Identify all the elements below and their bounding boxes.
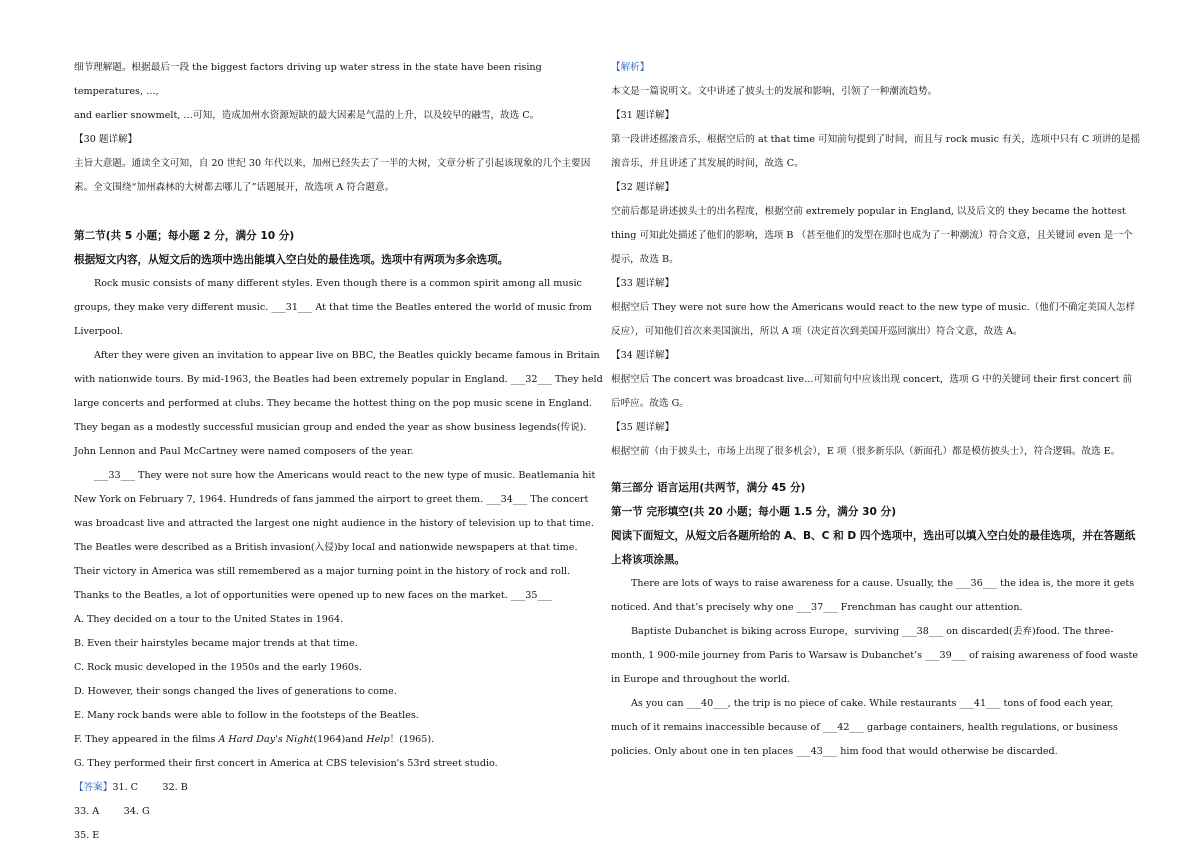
passage-text: on discarded(丢弃)food. The three-month, 1 900-mile journey from Paris to Warsaw is Dubanchet’s bbox=[611, 626, 1114, 661]
passage-text: the idea is, the more it gets noticed. And that’s precisely why one bbox=[611, 578, 1135, 613]
cloze-section-title: 第一节 完形填空(共 20 小题；每小题 1.5 分，满分 30 分) bbox=[611, 506, 897, 518]
q31-label: 【31 题详解】 bbox=[611, 110, 675, 121]
analysis-text: 本文是一篇说明文。文中讲述了披头士的发展和影响，引领了一种潮流趋势。 bbox=[611, 86, 938, 97]
passage-text: The concert was broadcast live and attracted the largest one night audience in the history of television up to that time. The Beatles were described as a British invasion(入侵)by local and nationwide newspapers at that time. Their victory in America was still remembered as a major turning point in the history of rock and roll. Thanks to the Beatles, a lot of opportunities were opened up to new faces on the market. bbox=[74, 494, 594, 601]
option-e: E. Many rock bands were able to follow in the footsteps of the Beatles. bbox=[74, 710, 419, 721]
option-text: F. They appeared in the films bbox=[74, 734, 219, 745]
blank-38: ___38___ bbox=[902, 626, 944, 637]
blank-34: ___34___ bbox=[486, 494, 528, 505]
blank-42: ___42___ bbox=[822, 722, 864, 733]
option-c: C. Rock music developed in the 1950s and the early 1960s. bbox=[74, 662, 362, 673]
right-column bbox=[611, 56, 1141, 764]
cloze-paragraph-1 bbox=[611, 572, 1141, 620]
passage-text: As you can bbox=[631, 698, 687, 709]
q32-label: 【32 题详解】 bbox=[611, 182, 675, 193]
passage-paragraph-3 bbox=[74, 464, 604, 608]
analysis-tag: 【解析】 bbox=[611, 62, 650, 73]
passage-text: garbage containers, health regulations, or business policies. Only about one in ten places bbox=[611, 722, 1118, 757]
section2-title: 第二节(共 5 小题；每小题 2 分，满分 10 分) bbox=[74, 230, 295, 242]
passage-text: At that time the Beatles entered the world of music from Liverpool. bbox=[74, 302, 592, 337]
passage-paragraph-2 bbox=[74, 344, 604, 464]
blank-36: ___36___ bbox=[956, 578, 998, 589]
option-d: D. However, their songs changed the lives of generations to come. bbox=[74, 686, 397, 697]
q33-explanation: 根据空后 They were not sure how the Americans would react to the new type of music.（他们不确定美国人怎样反应），可知他们首次来美国演出，所以 A 项（决定首次到美国开巡回演出）符合文意，故选 A。 bbox=[611, 302, 1136, 337]
passage-text: They held large concerts and performed at clubs. They became the hottest thing on the pop music scene in England. They began as a modestly successful musician group and ended the year as show business legends(传说). John Lennon and Paul McCartney were named composers of the year. bbox=[74, 374, 603, 457]
answer-text: 31. C 32. B bbox=[112, 782, 188, 793]
q33-label: 【33 题详解】 bbox=[611, 278, 675, 289]
part3-title: 第三部分 语言运用(共两节，满分 45 分) bbox=[611, 482, 806, 494]
blank-32: ___32___ bbox=[510, 374, 552, 385]
passage-text: There are lots of ways to raise awareness for a cause. Usually, the bbox=[631, 578, 957, 589]
q29-explanation bbox=[74, 56, 604, 128]
answer-line-2: 33. A 34. G bbox=[74, 806, 150, 817]
option-a: A. They decided on a tour to the United States in 1964. bbox=[74, 614, 344, 625]
cloze-paragraph-2 bbox=[611, 620, 1141, 692]
blank-40: ___40___ bbox=[686, 698, 728, 709]
passage-text: Frenchman has caught our attention. bbox=[837, 602, 1023, 613]
option-f bbox=[74, 728, 604, 752]
passage-text: tons of food each year, much of it remains inaccessible because of bbox=[611, 698, 1114, 733]
answer-line-3: 35. E bbox=[74, 830, 100, 841]
option-g: G. They performed their first concert in America at CBS television's 53rd street studio. bbox=[74, 758, 498, 769]
passage-text: Baptiste Dubanchet is biking across Europe，surviving bbox=[631, 626, 903, 637]
q30-label: 【30 题详解】 bbox=[74, 134, 138, 145]
cloze-paragraph-3 bbox=[611, 692, 1141, 764]
q35-label: 【35 题详解】 bbox=[611, 422, 675, 433]
answer-tag: 【答案】 bbox=[74, 782, 113, 793]
blank-41: ___41___ bbox=[959, 698, 1001, 709]
passage-text: After they were given an invitation to appear live on BBC, the Beatles quickly became famous in Britain with nationwide tours. By mid-1963, the Beatles had been extremely popular in England. bbox=[74, 350, 600, 385]
q35-explanation: 根据空前（由于披头士，市场上出现了很多机会），E 项（很多新乐队（新面孔）都是模仿披头士），符合逻辑。故选 E。 bbox=[611, 446, 1121, 457]
left-column bbox=[74, 56, 604, 848]
passage-paragraph-1 bbox=[74, 272, 604, 344]
passage-text: , the trip is no piece of cake. While restaurants bbox=[727, 698, 960, 709]
passage-text: of raising awareness of food waste in Europe and throughout the world. bbox=[611, 650, 1138, 685]
option-text: (1964)and bbox=[313, 734, 367, 745]
section2-instructions: 根据短文内容，从短文后的选项中选出能填入空白处的最佳选项。选项中有两项为多余选项。 bbox=[74, 254, 509, 266]
q32-explanation: 空前后都是讲述披头士的出名程度，根据空前 extremely popular in England, 以及后文的 they became the hottest thing 可知此处描述了他们的影响，选项 B （甚至他们的发型在那时也成为了一种潮流）符合文意，且关键词 even 是一个提示，故选 B。 bbox=[611, 206, 1133, 265]
blank-37: ___37___ bbox=[796, 602, 838, 613]
blank-39: ___39___ bbox=[925, 650, 967, 661]
blank-43: ___43___ bbox=[796, 746, 838, 757]
q31-explanation: 第一段讲述摇滚音乐，根据空后的 at that time 可知前句提到了时间，而且与 rock music 有关，选项中只有 C 项讲的是摇滚音乐，并且讲述了其发展的时间，故选 C。 bbox=[611, 134, 1141, 169]
blank-33: ___33___ bbox=[94, 470, 135, 481]
film-title: Help bbox=[366, 734, 390, 745]
text-line: and earlier snowmelt, …可知，造成加州水资源短缺的最大因素是气温的上升，以及较早的融雪，故选 C。 bbox=[74, 110, 540, 121]
q30-explanation: 主旨大意题。通读全文可知，自 20 世纪 30 年代以来，加州已经失去了一半的大树，文章分析了引起该现象的几个主要因素。全文围绕“加州森林的大树都去哪儿了”话题展开，故选项 A 符合题意。 bbox=[74, 158, 591, 193]
blank-31: ___31___ bbox=[271, 302, 313, 313]
q34-label: 【34 题详解】 bbox=[611, 350, 675, 361]
blank-35: ___35___ bbox=[510, 590, 552, 601]
film-title: A Hard Day's Night bbox=[218, 734, 314, 745]
option-text: ！(1965). bbox=[389, 734, 435, 745]
cloze-instructions: 阅读下面短文，从短文后各题所给的 A、B、C 和 D 四个选项中，选出可以填入空白处的最佳选项，并在答题纸上将该项涂黑。 bbox=[611, 530, 1136, 566]
text-line: 细节理解题。根据最后一段 the biggest factors driving up water stress in the state have been rising temperatures, …, bbox=[74, 62, 542, 97]
q34-explanation: 根据空后 The concert was broadcast live…可知前句中应该出现 concert，选项 G 中的关键词 their first concert 前后呼应。故选 G。 bbox=[611, 374, 1133, 409]
answer-line-1 bbox=[74, 776, 604, 800]
passage-text: him food that would otherwise be discarded. bbox=[837, 746, 1058, 757]
option-b: B. Even their hairstyles became major trends at that time. bbox=[74, 638, 358, 649]
passage-text: Rock music consists of many different styles. Even though there is a common spirit among all music groups, they make very different music. bbox=[74, 278, 582, 313]
passage-text: They were not sure how the Americans would react to the new type of music. Beatlemania hit New York on February 7, 1964. Hundreds of fans jammed the airport to greet them. bbox=[74, 470, 596, 505]
